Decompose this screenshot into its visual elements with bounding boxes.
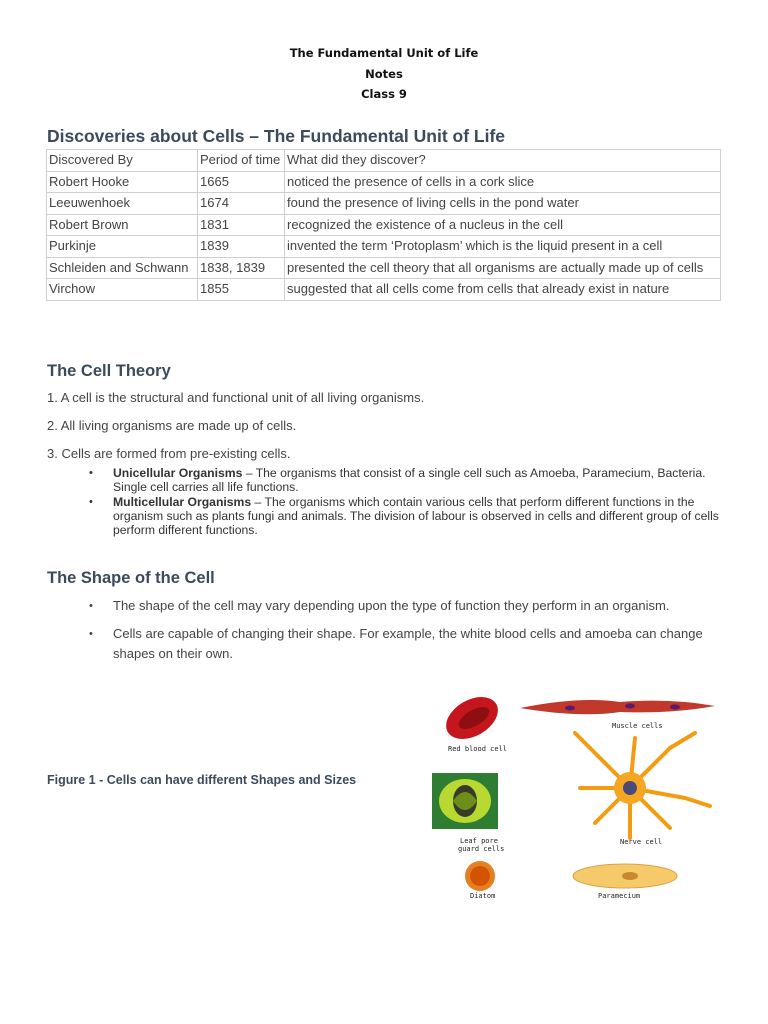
bullet-text: – The organisms which contain various cells that perform different functions in the organism such as plants fungi and animals. The division of labour is observed in cells and different group of cells perform different functions.: [113, 495, 719, 537]
column-header: Discovered By: [47, 150, 198, 172]
nerve-cell-image: [575, 733, 710, 838]
table-cell: 1838, 1839: [198, 257, 285, 279]
table-header-row: [47, 150, 721, 172]
list-item: • Cells are capable of changing their shape. For example, the white blood cells and amoeba can change shapes on their own.: [85, 624, 705, 665]
document-header: [0, 43, 768, 105]
doc-title: The Fundamental Unit of Life: [289, 46, 479, 60]
table-row: [47, 279, 721, 301]
figure-caption: Figure 1 - Cells can have different Shapes and Sizes: [47, 773, 357, 787]
red-blood-cell-label: Red blood cell: [448, 745, 508, 753]
muscle-cells-image: [520, 700, 715, 714]
table-cell: presented the cell theory that all organisms are actually made up of cells: [285, 257, 721, 279]
table-row: [47, 236, 721, 258]
guard-cells-image: [432, 773, 498, 829]
shape-list: [85, 596, 705, 672]
table-row: [47, 171, 721, 193]
table-cell: suggested that all cells come from cells that already exist in nature: [285, 279, 721, 301]
table-cell: Leeuwenhoek: [47, 193, 198, 215]
table-row: [47, 257, 721, 279]
nerve-cell-label: Nerve cell: [620, 838, 663, 846]
table-cell: noticed the presence of cells in a cork slice: [285, 171, 721, 193]
table-row: [47, 214, 721, 236]
table-cell: 1831: [198, 214, 285, 236]
doc-subtitle: Notes: [365, 66, 403, 81]
table-cell: Robert Brown: [47, 214, 198, 236]
table-cell: 1855: [198, 279, 285, 301]
list-item: • The shape of the cell may vary depending upon the type of function they perform in an organism.: [85, 596, 705, 617]
table-cell: 1674: [198, 193, 285, 215]
list-item: [85, 466, 725, 494]
table-cell: Robert Hooke: [47, 171, 198, 193]
bullet-term: Unicellular Organisms: [113, 466, 243, 480]
bullet-term: Multicellular Organisms: [113, 495, 252, 509]
discoveries-table: [46, 149, 721, 301]
red-blood-cell-image: [439, 688, 505, 747]
table-cell: found the presence of living cells in the pond water: [285, 193, 721, 215]
shape-heading: The Shape of the Cell: [47, 569, 215, 587]
leaf-pore-label-line2: guard cells: [458, 845, 505, 853]
cell-shapes-figure: [430, 688, 720, 903]
diatom-label: Diatom: [470, 892, 496, 900]
discoveries-heading: Discoveries about Cells – The Fundamental Unit of Life: [47, 126, 505, 146]
diatom-image: [465, 861, 495, 891]
paramecium-label: Paramecium: [598, 892, 641, 900]
list-item: [85, 495, 725, 537]
table-cell: invented the term ‘Protoplasm’ which is the liquid present in a cell: [285, 236, 721, 258]
cell-theory-heading: The Cell Theory: [47, 362, 171, 380]
table-cell: Virchow: [47, 279, 198, 301]
doc-class: Class 9: [361, 87, 407, 101]
theory-point-3: 3. Cells are formed from pre-existing cells.: [47, 446, 291, 461]
paramecium-image: [573, 864, 677, 888]
bullet-text: – The organisms that consist of a single cell such as Amoeba, Paramecium, Bacteria. Single cell carries all life functions.: [113, 466, 706, 494]
column-header: What did they discover?: [285, 150, 721, 172]
theory-point-1: 1. A cell is the structural and functional unit of all living organisms.: [47, 390, 425, 405]
muscle-cells-label: Muscle cells: [612, 722, 663, 730]
table-cell: Purkinje: [47, 236, 198, 258]
table-cell: Schleiden and Schwann: [47, 257, 198, 279]
table-cell: 1839: [198, 236, 285, 258]
organism-types-list: [85, 466, 725, 538]
leaf-pore-label-line1: Leaf pore: [460, 837, 498, 845]
table-cell: 1665: [198, 171, 285, 193]
theory-point-2: 2. All living organisms are made up of cells.: [47, 418, 297, 433]
column-header: Period of time: [198, 150, 285, 172]
table-row: [47, 193, 721, 215]
table-cell: recognized the existence of a nucleus in the cell: [285, 214, 721, 236]
